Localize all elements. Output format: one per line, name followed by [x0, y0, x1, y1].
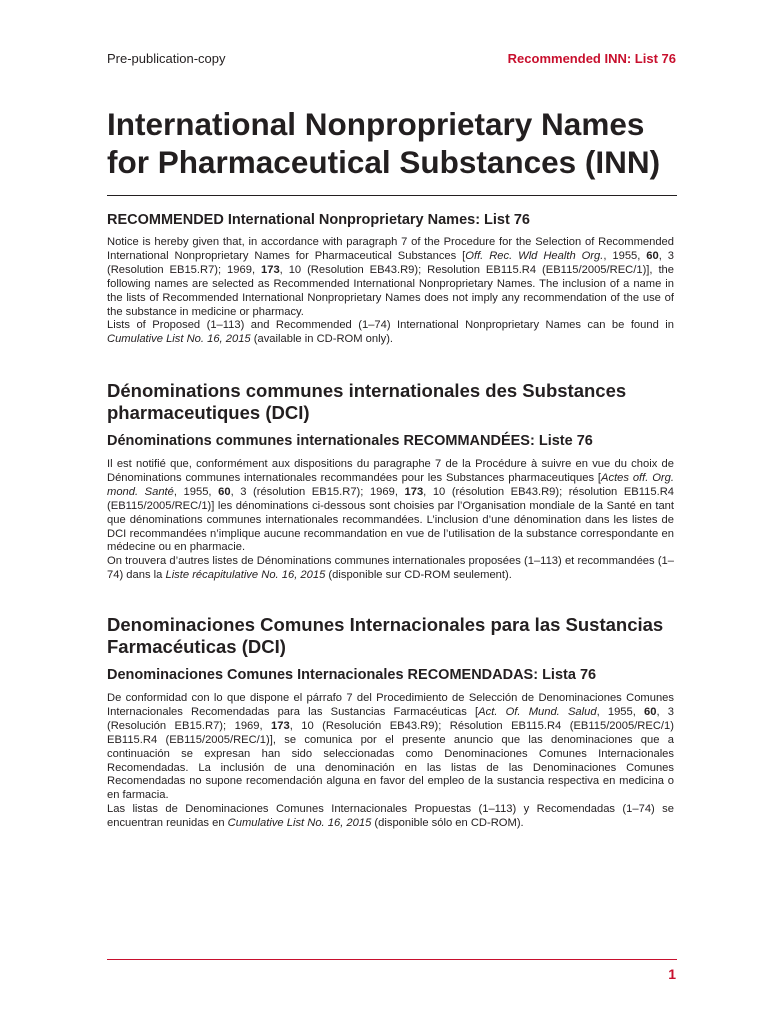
page-title-line-2: for Pharmaceutical Substances (INN) — [107, 144, 661, 180]
spanish-notice-paragraph: De conformidad con lo que dispone el párrafo 7 del Procedimiento de Selección de Denominaciones Comunes Internacionales Recomendadas para las Sustancias Farmacéuticas [Act. Of. Mund. Salud, 1955, 60, 3 (Resolución EB15.R7); 1969, 173, 10 (Resolución EB43.R9); Résolution EB115.R4 (EB115/2005/REC/1) EB115.R4 (EB115/2005/REC/1)], se comunica por el presente anuncio que las denominaciones que a continuación se expresan han sido seleccionadas como Denominaciones Comunes Internacionales Recomendadas. La inclusión de una denominación en las listas de las Denominaciones Comunes Recomendadas no supone recomendación alguna en favor del empleo de la sustancia respectiva en medicina o en farmacia. — [107, 692, 674, 802]
page-title — [107, 105, 687, 181]
french-heading: Dénominations communes internationales des Substances pharmaceutiques (DCI) — [107, 380, 627, 423]
spanish-volume-60: 60 — [644, 705, 657, 718]
english-lists-paragraph: Lists of Proposed (1–113) and Recommended (1–74) International Nonproprietary Names can be found in Cumulative List No. 16, 2015 (available in CD-ROM only). — [107, 319, 674, 346]
english-section — [107, 211, 674, 347]
french-reference: Actes off. Org. mond. Santé — [107, 471, 674, 498]
english-reference: Off. Rec. Wld Health Org. — [465, 249, 604, 262]
english-heading: RECOMMENDED International Nonproprietary Names: List 76 — [107, 212, 530, 228]
english-cumulative-list: Cumulative List No. 16, 2015 — [107, 333, 251, 346]
spanish-volume-173: 173 — [271, 719, 290, 732]
french-volume-60: 60 — [218, 485, 231, 498]
spanish-cumulative-list: Cumulative List No. 16, 2015 — [227, 817, 372, 830]
french-subheading: Dénominations communes internationales RECOMMANDÉES: Liste 76 — [107, 433, 593, 449]
page-title-line-1: International Nonproprietary Names — [107, 106, 645, 142]
french-notice-paragraph: Il est notifié que, conformément aux dispositions du paragraphe 7 de la Procédure à suivre en vue du choix de Dénominations communes internationales recommandées pour les Substances pharmaceutiques [Actes off. Org. mond. Santé, 1955, 60, 3 (résolution EB15.R7); 1969, 173, 10 (résolution EB43.R9); résolution EB115.R4 (EB115/2005/REC/1)] les dénominations ci-dessous sont choisies par l’Organisation mondiale de la Santé en tant que dénominations communes internationales recommandées. L’inclusion d’une dénomination dans les listes de DCI recommandées n’implique aucune recommandation en vue de l’utilisation de la substance correspondante en médecine ou en pharmacie. — [107, 458, 674, 554]
spanish-heading: Denominaciones Comunes Internacionales para las Sustancias Farmacéuticas (DCI) — [107, 614, 664, 657]
footer-divider — [107, 959, 677, 960]
spanish-reference: Act. Of. Mund. Salud — [478, 705, 597, 718]
spanish-lists-paragraph: Las listas de Denominaciones Comunes Internacionales Propuestas (1–113) y Recomendadas (1–74) se encuentran reunidas en Cumulative List No. 16, 2015 (disponible sólo en CD-ROM). — [107, 803, 674, 830]
title-divider — [107, 195, 677, 196]
english-volume-60: 60 — [646, 249, 659, 262]
page-number: 1 — [668, 966, 676, 982]
header-label: Pre-publication-copy — [107, 51, 226, 66]
spanish-section — [107, 614, 674, 831]
french-volume-173: 173 — [404, 485, 424, 498]
spanish-subheading: Denominaciones Comunes Internacionales RECOMENDADAS: Lista 76 — [107, 667, 597, 683]
english-notice-paragraph: Notice is hereby given that, in accordance with paragraph 7 of the Procedure for the Selection of Recommended International Nonproprietary Names for Pharmaceutical Substances [Off. Rec. Wld Health Org., 1955, 60, 3 (Resolution EB15.R7); 1969, 173, 10 (Resolution EB43.R9); Resolution EB115.R4 (EB115/2005/REC/1)], the following names are selected as Recommended International Nonproprietary Names. The inclusion of a name in the lists of Recommended International Nonproprietary Names does not imply any recommendation of the use of the substance in medicine or pharmacy. — [107, 236, 674, 318]
english-volume-173: 173 — [261, 263, 280, 276]
french-section — [107, 380, 674, 583]
french-lists-paragraph: On trouvera d’autres listes de Dénominations communes internationales proposées (1–113) et recommandées (1–74) dans la Liste récapitulative No. 16, 2015 (disponible sur CD-ROM seulement). — [107, 555, 674, 582]
header-list-title: Recommended INN: List 76 — [507, 51, 676, 66]
french-cumulative-list: Liste récapitulative No. 16, 2015 — [165, 569, 326, 582]
